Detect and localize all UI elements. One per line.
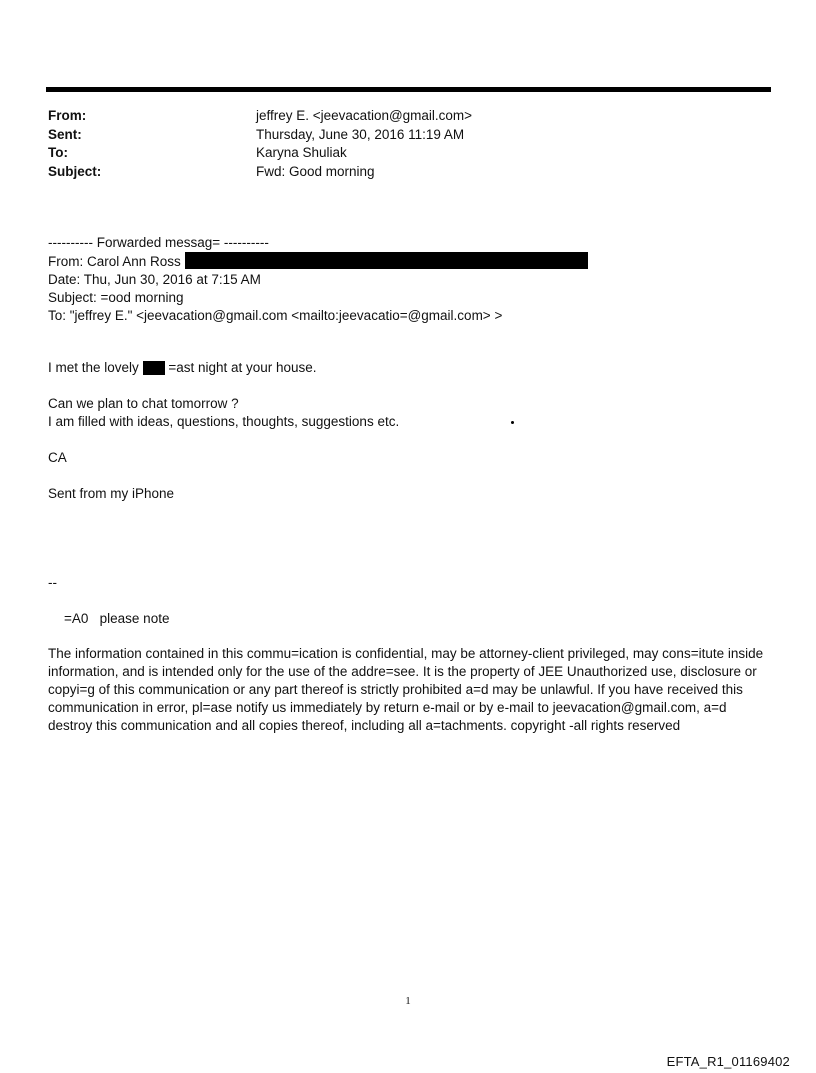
to-value: Karyna Shuliak xyxy=(256,145,347,160)
confidentiality-notice: The information contained in this commu=ication is confidential, may be attorney-client privileged, may cons=itute inside information, and is intended only for the use of the addre=see. It is the property of JEE Unauthorized use, disclosure or copyi=g of this communication or any part thereof is strictly prohibited a=d may be unlawful. If you have received this communication in error, pl=ase notify us immediately by return e-mail or by e-mail to jeevacation@gmail.com, a=d destroy this communication and all copies thereof, including all a=tachments. copyright -all rights reserved xyxy=(48,646,764,733)
forwarded-from-text: From: Carol Ann Ross xyxy=(48,254,181,269)
from-value: jeffrey E. <jeevacation@gmail.com> xyxy=(256,108,473,123)
footer-dashes: -- xyxy=(48,575,57,590)
please-note: =A0 please note xyxy=(64,611,170,626)
forwarded-from xyxy=(48,252,588,271)
from-row xyxy=(48,107,472,126)
message-paragraph xyxy=(48,395,399,431)
message-line-2: Can we plan to chat tomorrow ? xyxy=(48,396,239,411)
signature: CA xyxy=(48,450,67,465)
forwarded-block xyxy=(48,234,588,325)
document-id: EFTA_R1_01169402 xyxy=(666,1054,790,1069)
message-line-3: I am filled with ideas, questions, thoughts, suggestions etc. xyxy=(48,414,400,429)
sent-row xyxy=(48,126,472,145)
redaction-box xyxy=(143,361,165,375)
message-line-1-end: =ast night at your house. xyxy=(168,360,317,375)
subject-value: Fwd: Good morning xyxy=(256,163,375,179)
message-line-1 xyxy=(48,359,317,377)
to-row xyxy=(48,144,472,163)
forwarded-date: Date: Thu, Jun 30, 2016 at 7:15 AM xyxy=(48,272,261,287)
forwarded-subject: Subject: =ood morning xyxy=(48,290,184,305)
forwarded-to: To: "jeffrey E." <jeevacation@gmail.com <mailto:jeevacatio=@gmail.com> > xyxy=(48,308,503,323)
to-label: To: xyxy=(48,145,68,160)
sent-value: Thursday, June 30, 2016 11:19 AM xyxy=(256,126,465,142)
message-line-1-start: I met the lovely xyxy=(48,360,139,375)
subject-label: Subject: xyxy=(48,163,102,179)
forwarded-banner: ---------- Forwarded messag= ---------- xyxy=(48,235,269,250)
from-label: From: xyxy=(48,108,87,123)
page-number: 1 xyxy=(405,995,411,1007)
stray-dot xyxy=(511,421,514,424)
redaction-bar xyxy=(185,252,588,269)
header-rule xyxy=(46,87,771,92)
subject-row xyxy=(48,163,472,182)
sent-from: Sent from my iPhone xyxy=(48,486,175,501)
email-header xyxy=(48,107,472,181)
sent-label: Sent: xyxy=(48,126,82,142)
